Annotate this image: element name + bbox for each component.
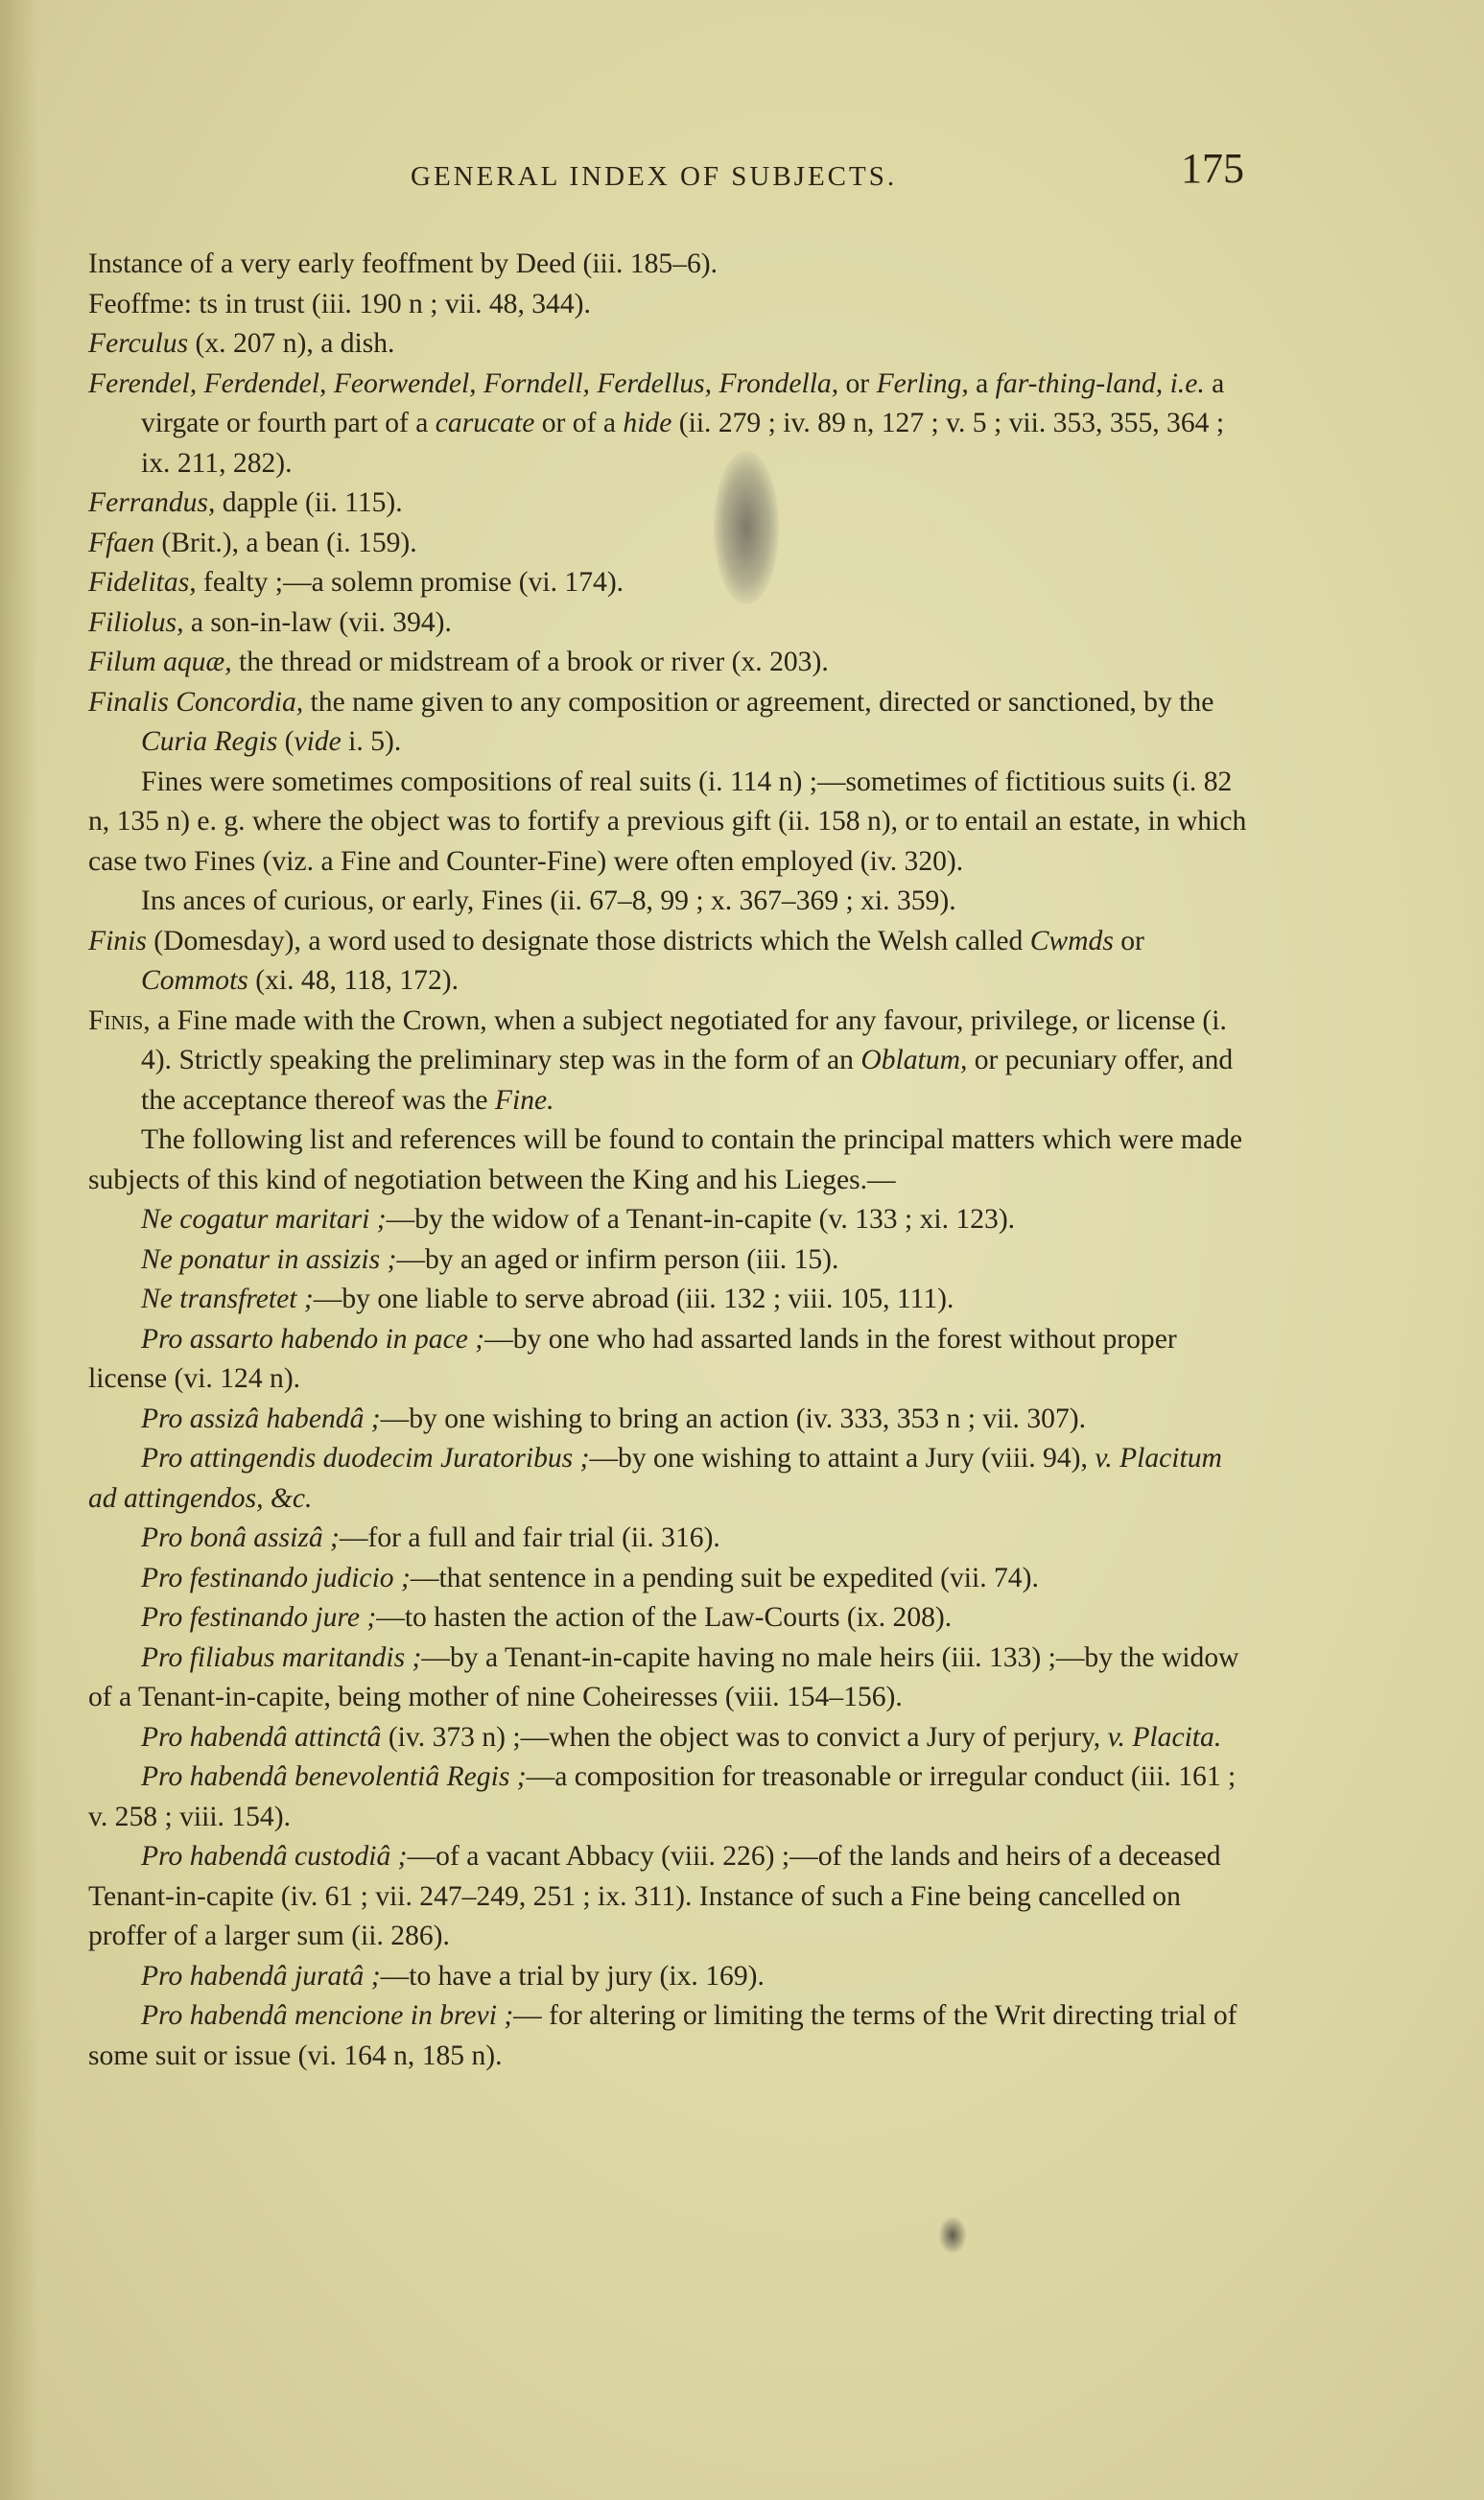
sub-entry: Pro festinando jure ;—to hasten the action of the Law-Courts (ix. 208).: [141, 1602, 953, 1633]
index-entry: Finis (Domesday), a word used to designate those districts which the Welsh called Cwmds or Commots (xi. 48, 118, 172).: [88, 925, 1144, 996]
page-number: 175: [1181, 145, 1244, 192]
index-entry: Filum aquæ, the thread or midstream of a brook or river (x. 203).: [88, 647, 829, 677]
index-entry: Ferculus (x. 207 n), a dish.: [88, 328, 395, 359]
index-entry: Finalis Concordia, the name given to any composition or agreement, directed or sanctioned, by the Curia Regis (vide i. 5).: [88, 686, 1214, 757]
index-entry: Filiolus, a son-in-law (vii. 394).: [88, 606, 452, 638]
sub-entry: Pro bonâ assizâ ;—for a full and fair trial (ii. 316).: [141, 1522, 720, 1553]
sub-entry: Ne ponatur in assizis ;—by an aged or infirm person (iii. 15).: [141, 1243, 839, 1275]
index-content: [88, 245, 1254, 2076]
sub-entry: Pro habendâ attinctâ (iv. 373 n) ;—when the object was to convict a Jury of perjury, v. Placita.: [141, 1721, 1222, 1753]
sub-entry: Pro habendâ benevolentiâ Regis ;—a composition for treasonable or irregular conduct (iii. 161 ; v. 258 ; viii. 154).: [88, 1761, 1237, 1832]
index-entry: Ferendel, Ferdendel, Feorwendel, Forndell, Ferdellus, Frondella, or Ferling, a far-thing-land, i.e. a virgate or fourth part of a carucate or of a hide (ii. 279 ; iv. 89 n, 127 ; v. 5 ; vii. 353, 355, 364 ; ix. 211, 282).: [88, 367, 1225, 479]
sub-entry: Pro habendâ juratâ ;—to have a trial by jury (ix. 169).: [141, 1960, 765, 1992]
index-paragraph: The following list and references will be found to contain the principal matters which were made subjects of this kind of negotiation between the King and his Lieges.—: [88, 1124, 1243, 1195]
sub-entry: Ne transfretet ;—by one liable to serve abroad (iii. 132 ; viii. 105, 111).: [141, 1284, 954, 1314]
sub-entry: Pro habendâ mencione in brevi ;— for altering or limiting the terms of the Writ directing trial of some suit or issue (vi. 164 n, 185 n).: [88, 2000, 1237, 2071]
ink-blot-small: [938, 2216, 967, 2254]
index-entry: Feoffme: ts in trust (iii. 190 n ; vii. 48, 344).: [88, 288, 591, 319]
page-spine-shadow: [0, 0, 38, 2500]
sub-entry: Pro habendâ custodiâ ;—of a vacant Abbacy (viii. 226) ;—of the lands and heirs of a deceased Tenant-in-capite (iv. 61 ; vii. 247–249, 251 ; ix. 311). Instance of such a Fine being cancelled on proffer of a larger sum (ii. 286).: [88, 1841, 1221, 1951]
index-entry: Fidelitas, fealty ;—a solemn promise (vi. 174).: [88, 567, 624, 598]
sub-entry: Pro attingendis duodecim Juratoribus ;—by one wishing to attaint a Jury (viii. 94), v. Placitum ad attingendos, &c.: [88, 1443, 1222, 1514]
sub-entry: Pro festinando judicio ;—that sentence in a pending suit be expedited (vii. 74).: [141, 1562, 1039, 1593]
index-paragraph: Ins ances of curious, or early, Fines (ii. 67–8, 99 ; x. 367–369 ; xi. 359).: [141, 885, 956, 916]
index-entry: Ferrandus, dapple (ii. 115).: [88, 487, 403, 518]
index-entry: Finis, a Fine made with the Crown, when a subject negotiated for any favour, privilege, or license (i. 4). Strictly speaking the preliminary step was in the form of an Oblatum, or pecuniary offer, and the acceptance thereof was the Fine.: [88, 1004, 1234, 1116]
sub-entry: Ne cogatur maritari ;—by the widow of a Tenant-in-capite (v. 133 ; xi. 123).: [141, 1204, 1016, 1235]
page-header: [411, 144, 1244, 201]
index-entry: Instance of a very early feoffment by Deed (iii. 185–6).: [88, 248, 718, 279]
sub-entry: Pro assarto habendo in pace ;—by one who had assarted lands in the forest without proper license (vi. 124 n).: [88, 1323, 1177, 1394]
sub-entry: Pro filiabus maritandis ;—by a Tenant-in-capite having no male heirs (iii. 133) ;—by the widow of a Tenant-in-capite, being mother of nine Coheiresses (viii. 154–156).: [88, 1641, 1239, 1712]
index-paragraph: Fines were sometimes compositions of real suits (i. 114 n) ;—sometimes of fictitious suits (i. 82 n, 135 n) e. g. where the object was to fortify a previous gift (ii. 158 n), or to entail an estate, in which case two Fines (viz. a Fine and Counter-Fine) were often employed (iv. 320).: [88, 766, 1247, 877]
sub-entry: Pro assizâ habendâ ;—by one wishing to bring an action (iv. 333, 353 n ; vii. 307).: [141, 1403, 1087, 1434]
index-entry: Ffaen (Brit.), a bean (i. 159).: [88, 527, 417, 558]
running-head: GENERAL INDEX OF SUBJECTS.: [411, 161, 898, 192]
